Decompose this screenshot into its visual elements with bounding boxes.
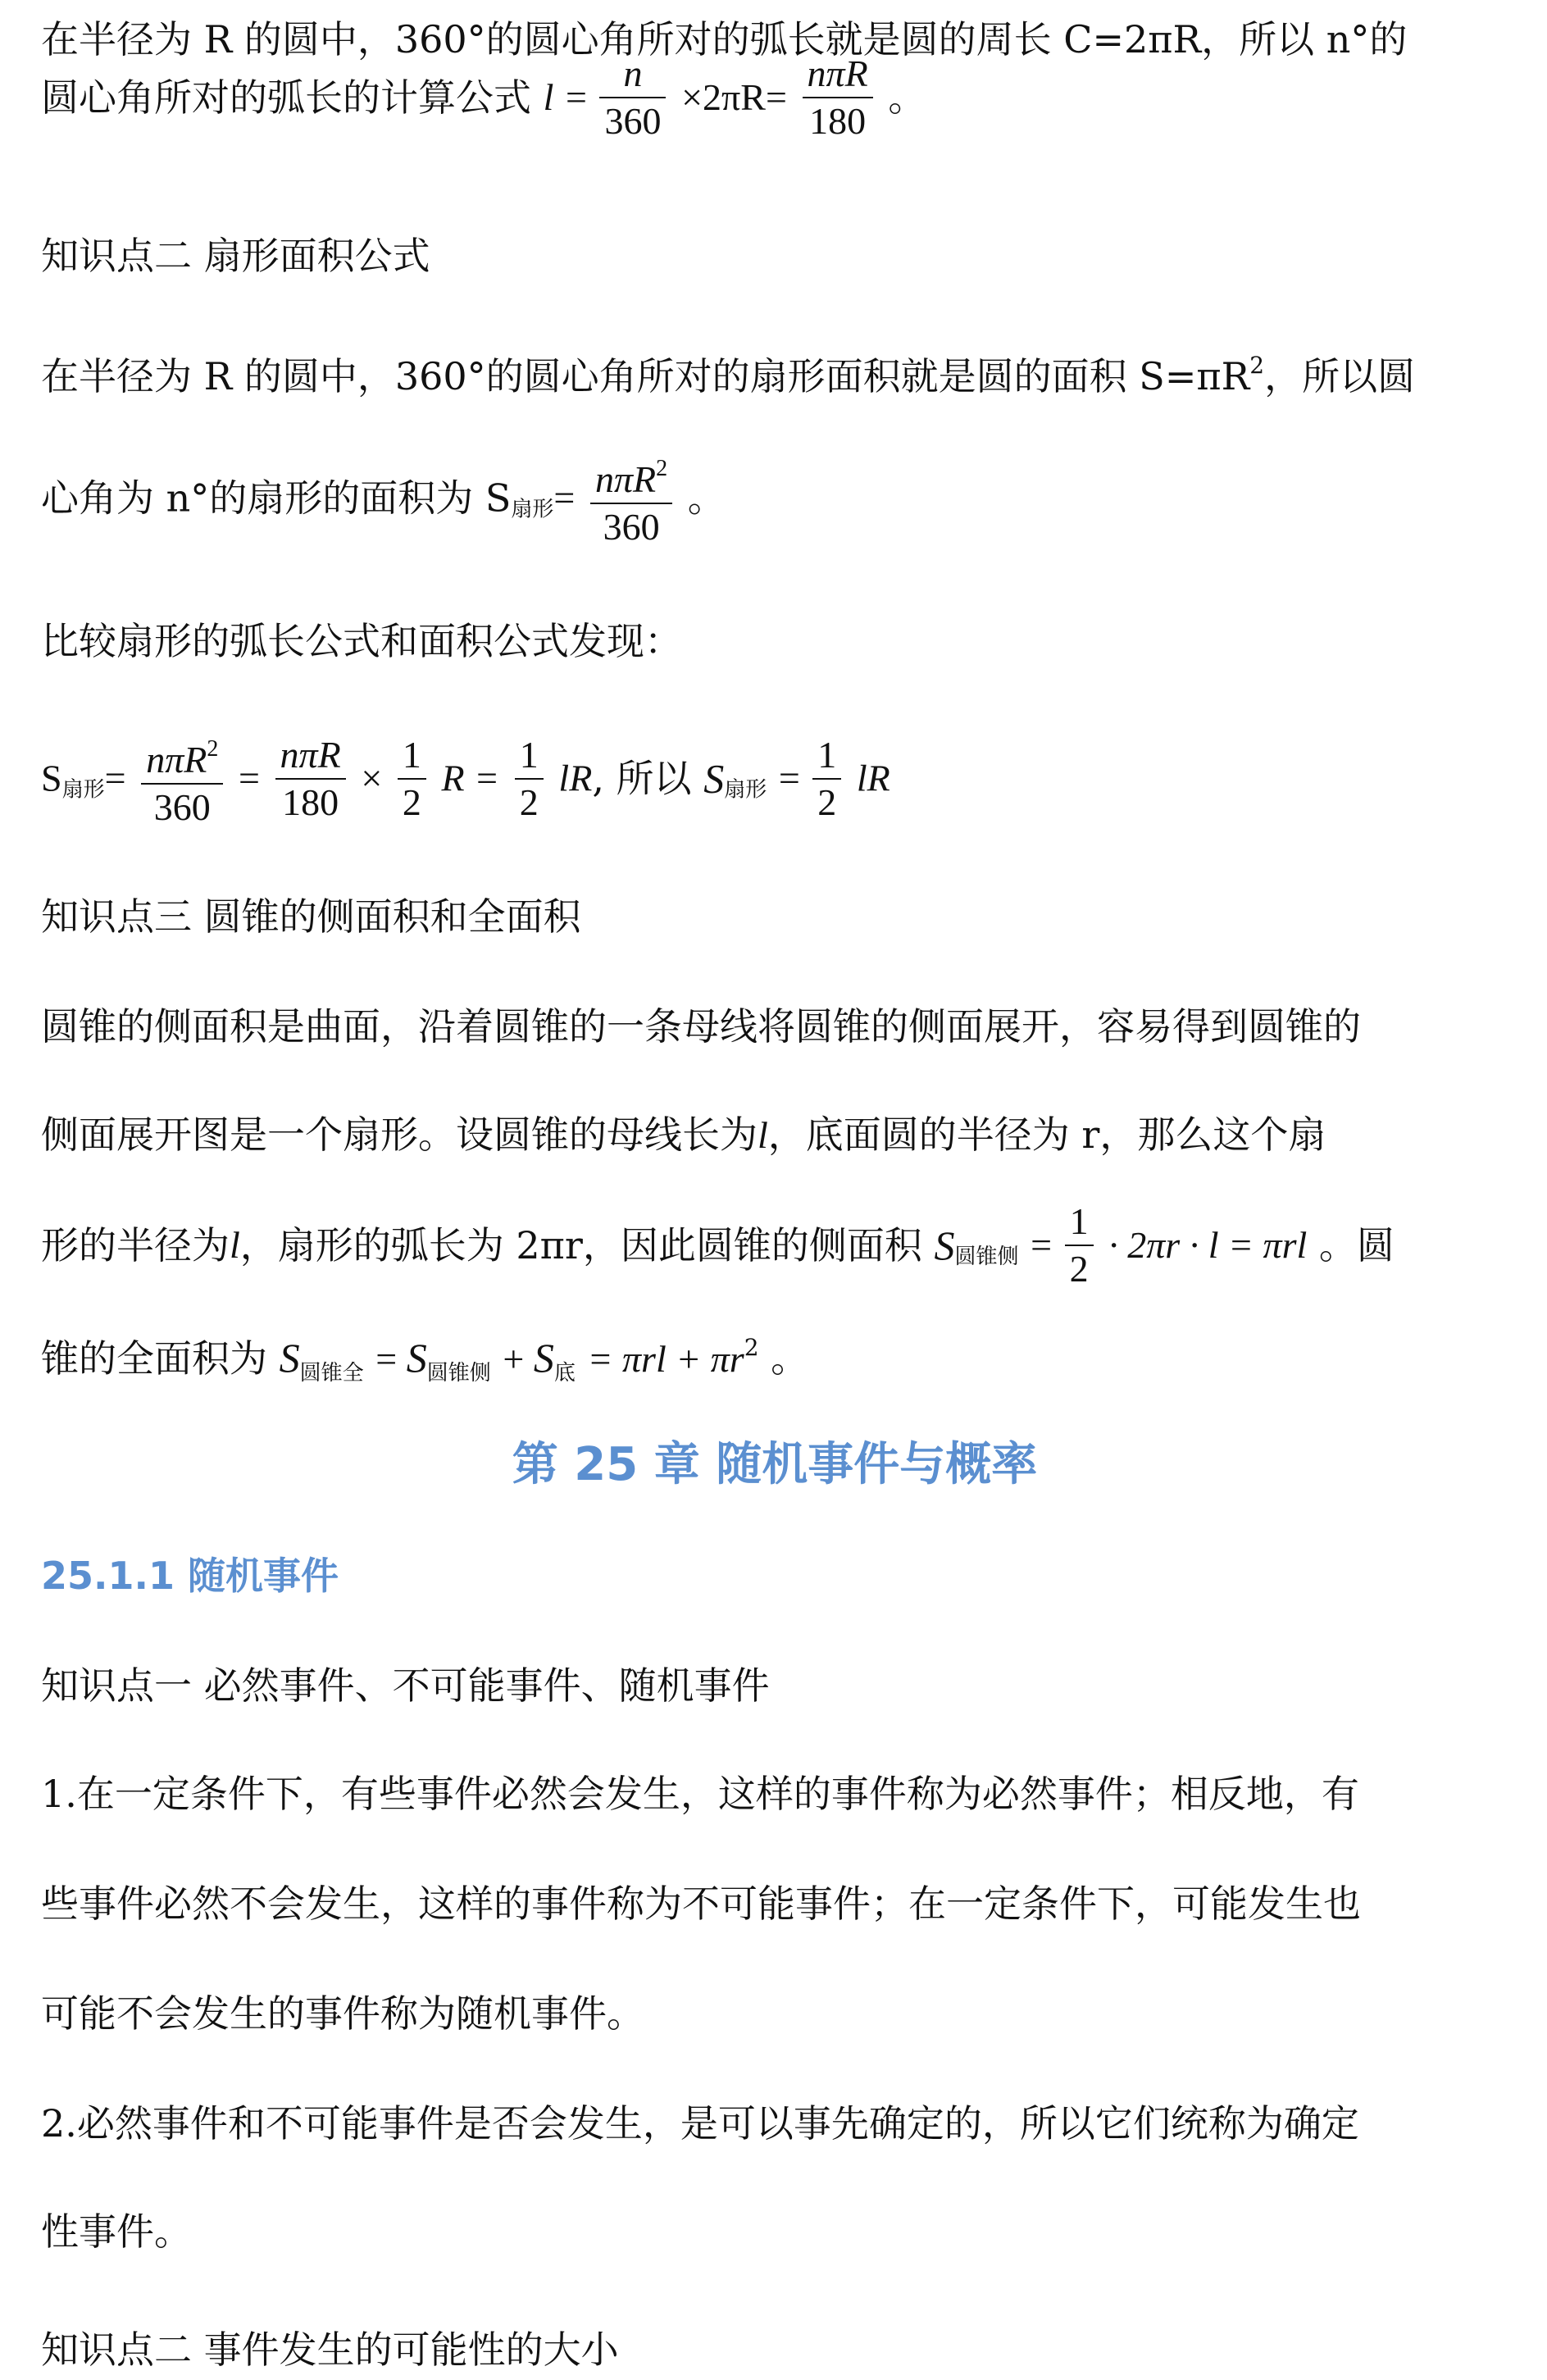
fraction (515, 735, 544, 822)
math-expr: · 2πr · l = πrl (1108, 1224, 1308, 1266)
math-var: S (279, 1335, 300, 1381)
subscript: 圆锥侧 (954, 1245, 1019, 1269)
text-span: , 所以 (592, 756, 692, 801)
numerator-text: nπR (594, 458, 657, 500)
section-title (41, 1551, 339, 1600)
text-span: 1.在一定条件下，有些事件必然会发生，这样的事件称为必然事件；相反地，有 (41, 1772, 1359, 1816)
text-span: 性事件。 (41, 2209, 192, 2254)
fraction (599, 54, 666, 141)
text-span: ，所以圆 (1264, 354, 1416, 398)
fraction-numerator: 1 (515, 735, 544, 780)
math-op: = (238, 757, 260, 799)
fraction-numerator: 1 (812, 735, 841, 780)
fraction-numerator: n (599, 54, 666, 98)
text-span: 可能不会发生的事件称为随机事件。 (41, 1991, 644, 2036)
fraction (803, 54, 873, 141)
math-expr: R = (441, 757, 500, 799)
formula-line-sector-area (41, 449, 726, 547)
chapter-title-text: 第 25 章 随机事件与概率 (512, 1438, 1038, 1491)
math-expr: lR (558, 757, 593, 799)
subscript: 扇形 (724, 777, 767, 803)
math-op: = (375, 1338, 407, 1380)
heading-text: 知识点一 必然事件、不可能事件、随机事件 (41, 1663, 770, 1708)
fraction-denominator: 360 (603, 506, 660, 548)
paragraph-line (41, 2099, 1359, 2148)
section-heading (41, 231, 430, 280)
fraction-numerator (141, 730, 223, 785)
math-expr: ×2πR= (681, 76, 787, 118)
fraction-denominator: 2 (402, 780, 421, 823)
math-var: l (230, 1224, 240, 1266)
section-heading (41, 892, 581, 941)
math-var: S (934, 1222, 955, 1268)
text-span: 比较扇形的弧长公式和面积公式发现： (41, 619, 682, 663)
text-span: 圆锥的侧面积是曲面，沿着圆锥的一条母线将圆锥的侧面展开，容易得到圆锥的 (41, 1004, 1361, 1049)
math-op: = (778, 757, 810, 799)
superscript: 2 (1249, 352, 1265, 379)
math-op: + (503, 1338, 534, 1380)
section-heading (41, 2325, 619, 2374)
fraction-numerator (590, 449, 672, 504)
text-span: 在半径为 R 的圆中，360°的圆心角所对的扇形面积就是圆的面积 S=πR (41, 354, 1250, 398)
subscript: 扇形 (61, 777, 105, 803)
paragraph-line (41, 1989, 644, 2038)
chapter-title (41, 1436, 1508, 1494)
numerator-text: nπR (146, 739, 207, 780)
fraction-denominator: 180 (809, 100, 867, 142)
math-op: = (104, 757, 126, 799)
heading-text: 知识点二 扇形面积公式 (41, 234, 430, 278)
formula-line-cone-total (41, 1323, 808, 1398)
subscript: 底 (553, 1361, 576, 1386)
math-op: = (553, 476, 576, 519)
text-span: 在半径为 R 的圆中，360°的圆心角所对的弧长就是圆的周长 C=2πR，所以 n°的 (41, 17, 1408, 61)
text-span: 2.必然事件和不可能事件是否会发生，是可以事先确定的，所以它们统称为确定 (41, 2101, 1359, 2146)
text-span: 形的半径为 (41, 1223, 230, 1267)
paragraph-line (41, 1002, 1361, 1051)
superscript: 2 (207, 736, 219, 762)
math-expr: lR (856, 757, 890, 799)
superscript: 2 (744, 1334, 759, 1361)
text-span: ，底面圆的半径为 r，那么这个扇 (767, 1113, 1326, 1157)
subscript: 圆锥全 (299, 1361, 364, 1386)
text-span: 。圆 (1318, 1223, 1395, 1267)
math-var: l (758, 1114, 768, 1156)
subscript: 扇形 (511, 497, 554, 522)
paragraph-line (41, 341, 1415, 401)
fraction-denominator: 360 (153, 786, 211, 828)
paragraph-line (41, 2207, 192, 2256)
section-title-text: 25.1.1 随机事件 (41, 1554, 339, 1598)
fraction (398, 735, 426, 822)
text-span: 侧面展开图是一个扇形。设圆锥的母线长为 (41, 1113, 758, 1157)
subscript: 圆锥侧 (426, 1361, 491, 1386)
math-var: S (406, 1335, 427, 1381)
paragraph-line (41, 1769, 1359, 1818)
math-var: S (533, 1335, 554, 1381)
heading-text: 知识点二 事件发生的可能性的大小 (41, 2328, 619, 2372)
text-span: 些事件必然不会发生，这样的事件称为不可能事件；在一定条件下，可能发生也 (41, 1882, 1361, 1926)
fraction-denominator: 2 (817, 780, 837, 823)
text-span: ，扇形的弧长为 2πr，因此圆锥的侧面积 (239, 1223, 922, 1267)
math-expr: = πrl + πr (587, 1338, 744, 1380)
superscript: 2 (656, 456, 668, 481)
fraction (590, 449, 672, 547)
text-span: 。 (687, 476, 726, 521)
text-span: 。 (888, 75, 926, 120)
text-span: 。 (771, 1336, 809, 1381)
formula-line-arc-length (41, 54, 926, 141)
math-op: = (566, 76, 597, 118)
fraction-numerator: nπR (275, 735, 346, 780)
text-span: 锥的全面积为 (41, 1336, 267, 1381)
fraction-denominator: 2 (519, 780, 539, 823)
fraction-numerator: 1 (1065, 1202, 1094, 1246)
section-heading (41, 1661, 770, 1710)
paragraph-line (41, 1879, 1361, 1928)
fraction (275, 735, 346, 822)
fraction-numerator: 1 (398, 735, 426, 780)
formula-line-cone-lateral (41, 1202, 1395, 1289)
formula-line-compare (41, 730, 890, 827)
text-span: 圆心角所对的弧长的计算公式 (41, 75, 531, 120)
fraction-numerator: nπR (803, 54, 873, 98)
fraction-denominator: 180 (282, 780, 339, 823)
fraction-denominator: 2 (1069, 1248, 1089, 1290)
heading-text: 知识点三 圆锥的侧面积和全面积 (41, 894, 581, 939)
paragraph-line (41, 1110, 1326, 1160)
text-span: 心角为 n°的扇形的面积为 S (41, 476, 512, 521)
math-op: × (361, 757, 383, 799)
math-var: S (41, 757, 62, 799)
math-op: = (1031, 1224, 1062, 1266)
fraction (1065, 1202, 1094, 1289)
math-var: l (543, 76, 554, 118)
fraction-denominator: 360 (604, 100, 662, 142)
fraction (812, 735, 841, 822)
fraction (141, 730, 223, 827)
paragraph-line (41, 617, 682, 666)
math-var: S (703, 755, 725, 802)
